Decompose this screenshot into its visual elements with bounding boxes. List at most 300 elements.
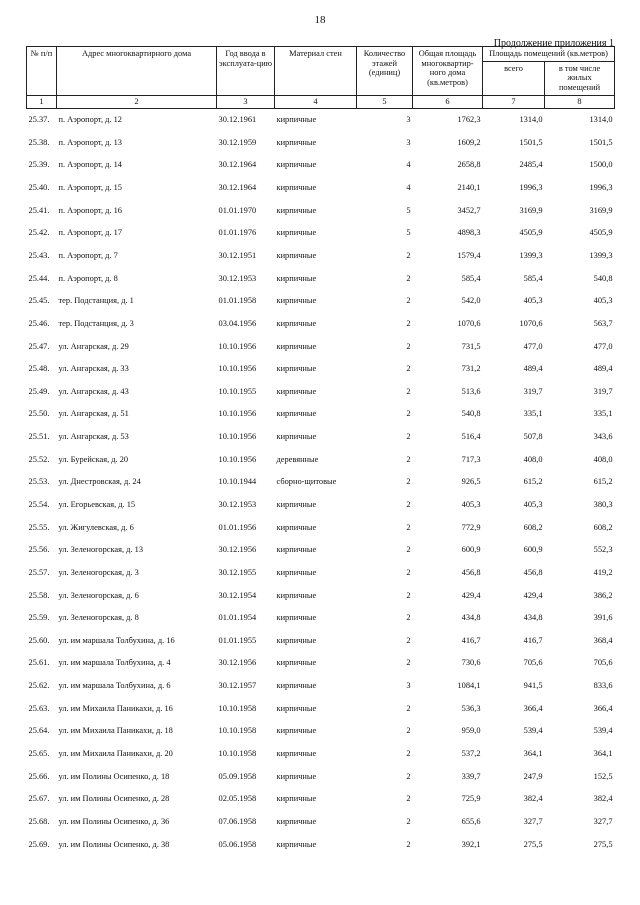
- commissioning-year: 01.01.1955: [218, 635, 257, 645]
- premises-area-all: 275,5: [523, 839, 543, 849]
- column-number: 3: [217, 95, 275, 108]
- total-area: 1579,4: [457, 250, 481, 260]
- building-address: ул. Жигулевская, д. 6: [58, 522, 134, 532]
- table-row: [27, 380, 615, 403]
- row-number: 25.52.: [28, 454, 50, 464]
- building-address: ул. им маршала Толбухина, д. 4: [58, 658, 171, 668]
- total-area: 513,6: [461, 386, 481, 396]
- table-row: [27, 629, 615, 652]
- row-number: 25.39.: [28, 160, 50, 170]
- building-address: ул. Ангарская, д. 29: [58, 341, 129, 351]
- building-address: ул. Днестровская, д. 24: [58, 477, 141, 487]
- row-number: 25.44.: [28, 273, 50, 283]
- floor-count: 2: [406, 635, 411, 645]
- total-area: 405,3: [461, 500, 481, 509]
- row-number: 25.50.: [28, 409, 50, 419]
- wall-material: кирпичные: [276, 432, 317, 442]
- wall-material: кирпичные: [276, 567, 317, 577]
- total-area: 730,6: [461, 658, 481, 668]
- commissioning-year: 05.09.1958: [218, 771, 257, 781]
- commissioning-year: 10.10.1956: [218, 364, 257, 374]
- row-number: 25.46.: [28, 318, 50, 328]
- table-row: [27, 335, 615, 358]
- commissioning-year: 01.01.1954: [218, 613, 257, 623]
- living-area: 408,0: [593, 454, 613, 464]
- floor-count: 2: [406, 613, 411, 623]
- wall-material: деревянные: [276, 454, 319, 464]
- row-number: 25.59.: [28, 613, 50, 623]
- floor-count: 2: [406, 273, 411, 283]
- wall-material: кирпичные: [276, 635, 317, 645]
- living-area: 563,7: [593, 318, 613, 328]
- header-living: в том числе жилых помещений: [545, 61, 615, 95]
- wall-material: кирпичные: [276, 726, 317, 736]
- floor-count: 2: [406, 250, 411, 260]
- wall-material: кирпичные: [276, 386, 317, 396]
- wall-material: кирпичные: [276, 794, 317, 804]
- total-area: 429,4: [461, 590, 481, 600]
- wall-material: кирпичные: [276, 613, 317, 623]
- living-area: 1996,3: [589, 183, 613, 193]
- total-area: 2658,8: [457, 160, 481, 170]
- wall-material: кирпичные: [276, 816, 317, 826]
- premises-area-all: 456,8: [523, 567, 543, 577]
- premises-area-all: 507,8: [523, 432, 543, 442]
- commissioning-year: 30.12.1964: [218, 160, 257, 170]
- building-address: п. Аэропорт, д. 15: [58, 183, 122, 193]
- building-address: ул. Ангарская, д. 33: [58, 364, 129, 374]
- row-number: 25.37.: [28, 115, 50, 125]
- floor-count: 2: [406, 318, 411, 328]
- commissioning-year: 03.04.1956: [218, 318, 257, 328]
- table-row: [27, 675, 615, 698]
- building-address: ул. Бурейская, д. 20: [58, 454, 129, 464]
- premises-area-all: 408,0: [523, 454, 543, 464]
- continuation-label: Продолжение приложения 1: [493, 38, 614, 49]
- table-row: [27, 652, 615, 675]
- row-number: 25.69.: [28, 839, 50, 849]
- floor-count: 2: [406, 454, 411, 464]
- premises-area-all: 429,4: [523, 590, 543, 600]
- building-address: ул. Зеленогорская, д. 13: [58, 545, 144, 555]
- premises-area-all: 489,4: [523, 364, 543, 374]
- commissioning-year: 30.12.1964: [218, 183, 257, 193]
- row-number: 25.63.: [28, 703, 50, 713]
- living-area: 1399,3: [589, 250, 613, 260]
- row-number: 25.64.: [28, 726, 50, 736]
- table-row: [27, 720, 615, 743]
- total-area: 1762,3: [457, 115, 481, 125]
- living-area: 539,4: [593, 726, 613, 736]
- table-row: [27, 177, 615, 200]
- premises-area-all: 319,7: [523, 386, 543, 396]
- table-row: [27, 244, 615, 267]
- premises-area-all: 2485,4: [519, 160, 543, 170]
- commissioning-year: 30.12.1957: [218, 681, 257, 691]
- building-address: тер. Подстанция, д. 3: [58, 318, 134, 328]
- floor-count: 2: [406, 386, 411, 396]
- wall-material: кирпичные: [276, 273, 317, 283]
- row-number: 25.45.: [28, 296, 50, 306]
- building-address: ул. им Михаила Паникахи, д. 16: [58, 703, 173, 713]
- living-area: 4505,9: [589, 228, 613, 238]
- table-row: [27, 131, 615, 154]
- header-premises-area: Площадь помещений (кв.метров): [483, 47, 615, 62]
- commissioning-year: 30.12.1953: [218, 273, 257, 283]
- premises-area-all: 1314,0: [519, 115, 543, 125]
- premises-area-all: 585,4: [523, 273, 543, 283]
- building-address: ул. им Михаила Паникахи, д. 18: [58, 726, 173, 736]
- wall-material: кирпичные: [276, 250, 317, 260]
- header-floors: Количество этажей (единиц): [357, 47, 413, 96]
- row-number: 25.65.: [28, 749, 50, 759]
- table-row: [27, 516, 615, 539]
- premises-area-all: 1501,5: [519, 137, 543, 147]
- floor-count: 3: [406, 137, 411, 147]
- building-address: ул. им маршала Толбухина, д. 16: [58, 635, 175, 645]
- floor-count: 2: [406, 726, 411, 736]
- premises-area-all: 364,1: [523, 749, 543, 759]
- building-address: ул. Зеленогорская, д. 3: [58, 567, 139, 577]
- wall-material: кирпичные: [276, 839, 317, 849]
- building-address: п. Аэропорт, д. 8: [58, 273, 118, 283]
- floor-count: 2: [406, 296, 411, 306]
- commissioning-year: 01.01.1970: [218, 205, 257, 215]
- table-row: [27, 607, 615, 630]
- building-address: ул. им Полины Осипенко, д. 38: [58, 839, 170, 849]
- building-address: ул. Ангарская, д. 53: [58, 432, 129, 442]
- premises-area-all: 1996,3: [519, 183, 543, 193]
- total-area: 585,4: [461, 273, 481, 283]
- building-address: п. Аэропорт, д. 12: [58, 115, 122, 125]
- living-area: 275,5: [593, 839, 613, 849]
- table-body: [27, 108, 615, 856]
- total-area: 725,9: [461, 794, 481, 804]
- total-area: 959,0: [461, 726, 481, 736]
- wall-material: кирпичные: [276, 160, 317, 170]
- total-area: 2140,1: [457, 183, 481, 193]
- total-area: 536,3: [461, 703, 481, 713]
- table-row: [27, 743, 615, 766]
- row-number: 25.42.: [28, 228, 50, 238]
- floor-count: 4: [406, 183, 411, 193]
- total-area: 1070,6: [457, 318, 481, 328]
- building-address: ул. Ангарская, д. 43: [58, 386, 129, 396]
- row-number: 25.66.: [28, 771, 50, 781]
- table-row: [27, 108, 615, 131]
- commissioning-year: 05.06.1958: [218, 839, 257, 849]
- row-number: 25.48.: [28, 364, 50, 374]
- total-area: 456,8: [461, 567, 481, 577]
- row-number: 25.49.: [28, 386, 50, 396]
- row-number: 25.62.: [28, 681, 50, 691]
- premises-area-all: 335,1: [523, 409, 543, 419]
- commissioning-year: 10.10.1958: [218, 703, 257, 713]
- column-number: 4: [275, 95, 357, 108]
- wall-material: кирпичные: [276, 703, 317, 713]
- building-address: ул. им маршала Толбухина, д. 6: [58, 681, 171, 691]
- commissioning-year: 30.12.1956: [218, 545, 257, 555]
- row-number: 25.56.: [28, 545, 50, 555]
- premises-area-all: 4505,9: [519, 228, 543, 238]
- living-area: 366,4: [593, 703, 613, 713]
- table-row: [27, 290, 615, 313]
- building-address: ул. им Полины Осипенко, д. 18: [58, 771, 170, 781]
- floor-count: 2: [406, 500, 411, 509]
- row-number: 25.51.: [28, 432, 50, 442]
- total-area: 416,7: [461, 635, 481, 645]
- floor-count: 2: [406, 522, 411, 532]
- commissioning-year: 30.12.1959: [218, 137, 257, 147]
- column-number: 2: [57, 95, 217, 108]
- commissioning-year: 01.01.1958: [218, 296, 257, 306]
- floor-count: 2: [406, 477, 411, 487]
- wall-material: кирпичные: [276, 364, 317, 374]
- premises-area-all: 405,3: [523, 500, 543, 509]
- living-area: 1501,5: [589, 137, 613, 147]
- wall-material: кирпичные: [276, 409, 317, 419]
- apartment-buildings-table: [26, 46, 615, 856]
- row-number: 25.68.: [28, 816, 50, 826]
- living-area: 1314,0: [589, 115, 613, 125]
- building-address: п. Аэропорт, д. 16: [58, 205, 122, 215]
- living-area: 833,6: [593, 681, 613, 691]
- living-area: 335,1: [593, 409, 613, 419]
- premises-area-all: 941,5: [523, 681, 543, 691]
- floor-count: 2: [406, 341, 411, 351]
- row-number: 25.61.: [28, 658, 50, 668]
- table-row: [27, 471, 615, 494]
- floor-count: 2: [406, 816, 411, 826]
- commissioning-year: 10.10.1958: [218, 726, 257, 736]
- total-area: 339,7: [461, 771, 481, 781]
- table-row: [27, 358, 615, 381]
- row-number: 25.57.: [28, 567, 50, 577]
- table-row: [27, 403, 615, 426]
- header-address: Адрес многоквартирного дома: [57, 47, 217, 96]
- building-address: ул. им Михаила Паникахи, д. 20: [58, 749, 173, 759]
- premises-area-all: 615,2: [523, 477, 543, 487]
- commissioning-year: 07.06.1958: [218, 816, 257, 826]
- row-number: 25.54.: [28, 500, 50, 509]
- wall-material: кирпичные: [276, 228, 317, 238]
- total-area: 434,8: [461, 613, 481, 623]
- commissioning-year: 10.10.1944: [218, 477, 257, 487]
- header-num: № п/п: [27, 47, 57, 96]
- total-area: 600,9: [461, 545, 481, 555]
- commissioning-year: 10.10.1956: [218, 341, 257, 351]
- premises-area-all: 600,9: [523, 545, 543, 555]
- floor-count: 3: [406, 681, 411, 691]
- living-area: 552,3: [593, 545, 613, 555]
- premises-area-all: 247,9: [523, 771, 543, 781]
- floor-count: 2: [406, 794, 411, 804]
- building-address: ул. им Полины Осипенко, д. 28: [58, 794, 170, 804]
- commissioning-year: 01.01.1956: [218, 522, 257, 532]
- header-total-area: Общая площадь многоквартир-ного дома (кв.метров): [413, 47, 483, 96]
- table-row: [27, 494, 615, 517]
- living-area: 327,7: [593, 816, 613, 826]
- building-address: ул. им Полины Осипенко, д. 36: [58, 816, 170, 826]
- wall-material: кирпичные: [276, 771, 317, 781]
- wall-material: кирпичные: [276, 115, 317, 125]
- living-area: 540,8: [593, 273, 613, 283]
- total-area: 1609,2: [457, 137, 481, 147]
- commissioning-year: 10.10.1956: [218, 432, 257, 442]
- premises-area-all: 477,0: [523, 341, 543, 351]
- total-area: 731,5: [461, 341, 481, 351]
- floor-count: 2: [406, 567, 411, 577]
- living-area: 386,2: [593, 590, 613, 600]
- building-address: ул. Зеленогорская, д. 6: [58, 590, 139, 600]
- commissioning-year: 10.10.1956: [218, 454, 257, 464]
- floor-count: 5: [406, 205, 411, 215]
- row-number: 25.38.: [28, 137, 50, 147]
- living-area: 380,3: [593, 500, 613, 509]
- wall-material: кирпичные: [276, 296, 317, 306]
- living-area: 368,4: [593, 635, 613, 645]
- row-number: 25.53.: [28, 477, 50, 487]
- row-number: 25.67.: [28, 794, 50, 804]
- premises-area-all: 382,4: [523, 794, 543, 804]
- commissioning-year: 02.05.1958: [218, 794, 257, 804]
- table-row: [27, 697, 615, 720]
- table-row: [27, 584, 615, 607]
- premises-area-all: 705,6: [523, 658, 543, 668]
- building-address: тер. Подстанция, д. 1: [58, 296, 134, 306]
- table-row: [27, 448, 615, 471]
- commissioning-year: 10.10.1956: [218, 409, 257, 419]
- living-area: 1500,0: [589, 160, 613, 170]
- table-row: [27, 561, 615, 584]
- wall-material: сборно-щитовые: [276, 477, 337, 487]
- living-area: 152,5: [593, 771, 613, 781]
- header-material: Материал стен: [275, 47, 357, 96]
- premises-area-all: 3169,9: [519, 205, 543, 215]
- row-number: 25.60.: [28, 635, 50, 645]
- building-address: ул. Ангарская, д. 51: [58, 409, 129, 419]
- living-area: 615,2: [593, 477, 613, 487]
- living-area: 419,2: [593, 567, 613, 577]
- living-area: 705,6: [593, 658, 613, 668]
- total-area: 516,4: [461, 432, 481, 442]
- floor-count: 2: [406, 839, 411, 849]
- wall-material: кирпичные: [276, 545, 317, 555]
- living-area: 343,6: [593, 432, 613, 442]
- total-area: 926,5: [461, 477, 481, 487]
- building-address: п. Аэропорт, д. 7: [58, 250, 118, 260]
- wall-material: кирпичные: [276, 522, 317, 532]
- wall-material: кирпичные: [276, 658, 317, 668]
- floor-count: 2: [406, 409, 411, 419]
- total-area: 655,6: [461, 816, 481, 826]
- wall-material: кирпичные: [276, 137, 317, 147]
- row-number: 25.47.: [28, 341, 50, 351]
- column-number: 1: [27, 95, 57, 108]
- commissioning-year: 30.12.1961: [218, 115, 257, 125]
- total-area: 537,2: [461, 749, 481, 759]
- building-address: ул. Зеленогорская, д. 8: [58, 613, 139, 623]
- total-area: 392,1: [461, 839, 481, 849]
- floor-count: 2: [406, 364, 411, 374]
- table-row: [27, 426, 615, 449]
- living-area: 477,0: [593, 341, 613, 351]
- commissioning-year: 30.12.1951: [218, 250, 257, 260]
- wall-material: кирпичные: [276, 590, 317, 600]
- living-area: 405,3: [593, 296, 613, 306]
- row-number: 25.43.: [28, 250, 50, 260]
- table-row: [27, 154, 615, 177]
- table-row: [27, 222, 615, 245]
- floor-count: 4: [406, 160, 411, 170]
- building-address: ул. Егорьевская, д. 15: [58, 500, 136, 509]
- table-row: [27, 788, 615, 811]
- floor-count: 2: [406, 432, 411, 442]
- commissioning-year: 30.12.1953: [218, 500, 257, 509]
- premises-area-all: 416,7: [523, 635, 543, 645]
- commissioning-year: 01.01.1976: [218, 228, 257, 238]
- column-number: 7: [483, 95, 545, 108]
- table-row: [27, 199, 615, 222]
- floor-count: 2: [406, 590, 411, 600]
- table-row: [27, 312, 615, 335]
- premises-area-all: 366,4: [523, 703, 543, 713]
- floor-count: 2: [406, 703, 411, 713]
- table-row: [27, 810, 615, 833]
- building-address: п. Аэропорт, д. 17: [58, 228, 122, 238]
- column-number: 6: [413, 95, 483, 108]
- floor-count: 2: [406, 749, 411, 759]
- premises-area-all: 405,3: [523, 296, 543, 306]
- wall-material: кирпичные: [276, 749, 317, 759]
- total-area: 542,0: [461, 296, 481, 306]
- row-number: 25.58.: [28, 590, 50, 600]
- living-area: 364,1: [593, 749, 613, 759]
- table-row: [27, 765, 615, 788]
- total-area: 1084,1: [457, 681, 481, 691]
- table-row: [27, 539, 615, 562]
- row-number: 25.40.: [28, 183, 50, 193]
- premises-area-all: 608,2: [523, 522, 543, 532]
- building-address: п. Аэропорт, д. 13: [58, 137, 122, 147]
- floor-count: 2: [406, 771, 411, 781]
- premises-area-all: 539,4: [523, 726, 543, 736]
- wall-material: кирпичные: [276, 341, 317, 351]
- floor-count: 3: [406, 115, 411, 125]
- table-header: [27, 47, 615, 109]
- wall-material: кирпичные: [276, 318, 317, 328]
- total-area: 540,8: [461, 409, 481, 419]
- living-area: 382,4: [593, 794, 613, 804]
- total-area: 731,2: [461, 364, 481, 374]
- total-area: 4898,3: [457, 228, 481, 238]
- table-row: [27, 267, 615, 290]
- total-area: 717,3: [461, 454, 481, 464]
- floor-count: 2: [406, 658, 411, 668]
- wall-material: кирпичные: [276, 500, 317, 509]
- wall-material: кирпичные: [276, 681, 317, 691]
- page-number: 18: [314, 14, 326, 26]
- header-year: Год ввода в эксплуата-цию: [217, 47, 275, 96]
- premises-area-all: 1070,6: [519, 318, 543, 328]
- floor-count: 5: [406, 228, 411, 238]
- living-area: 608,2: [593, 522, 613, 532]
- column-number: 5: [357, 95, 413, 108]
- commissioning-year: 10.10.1955: [218, 386, 257, 396]
- row-number: 25.55.: [28, 522, 50, 532]
- header-all: всего: [483, 61, 545, 95]
- wall-material: кирпичные: [276, 183, 317, 193]
